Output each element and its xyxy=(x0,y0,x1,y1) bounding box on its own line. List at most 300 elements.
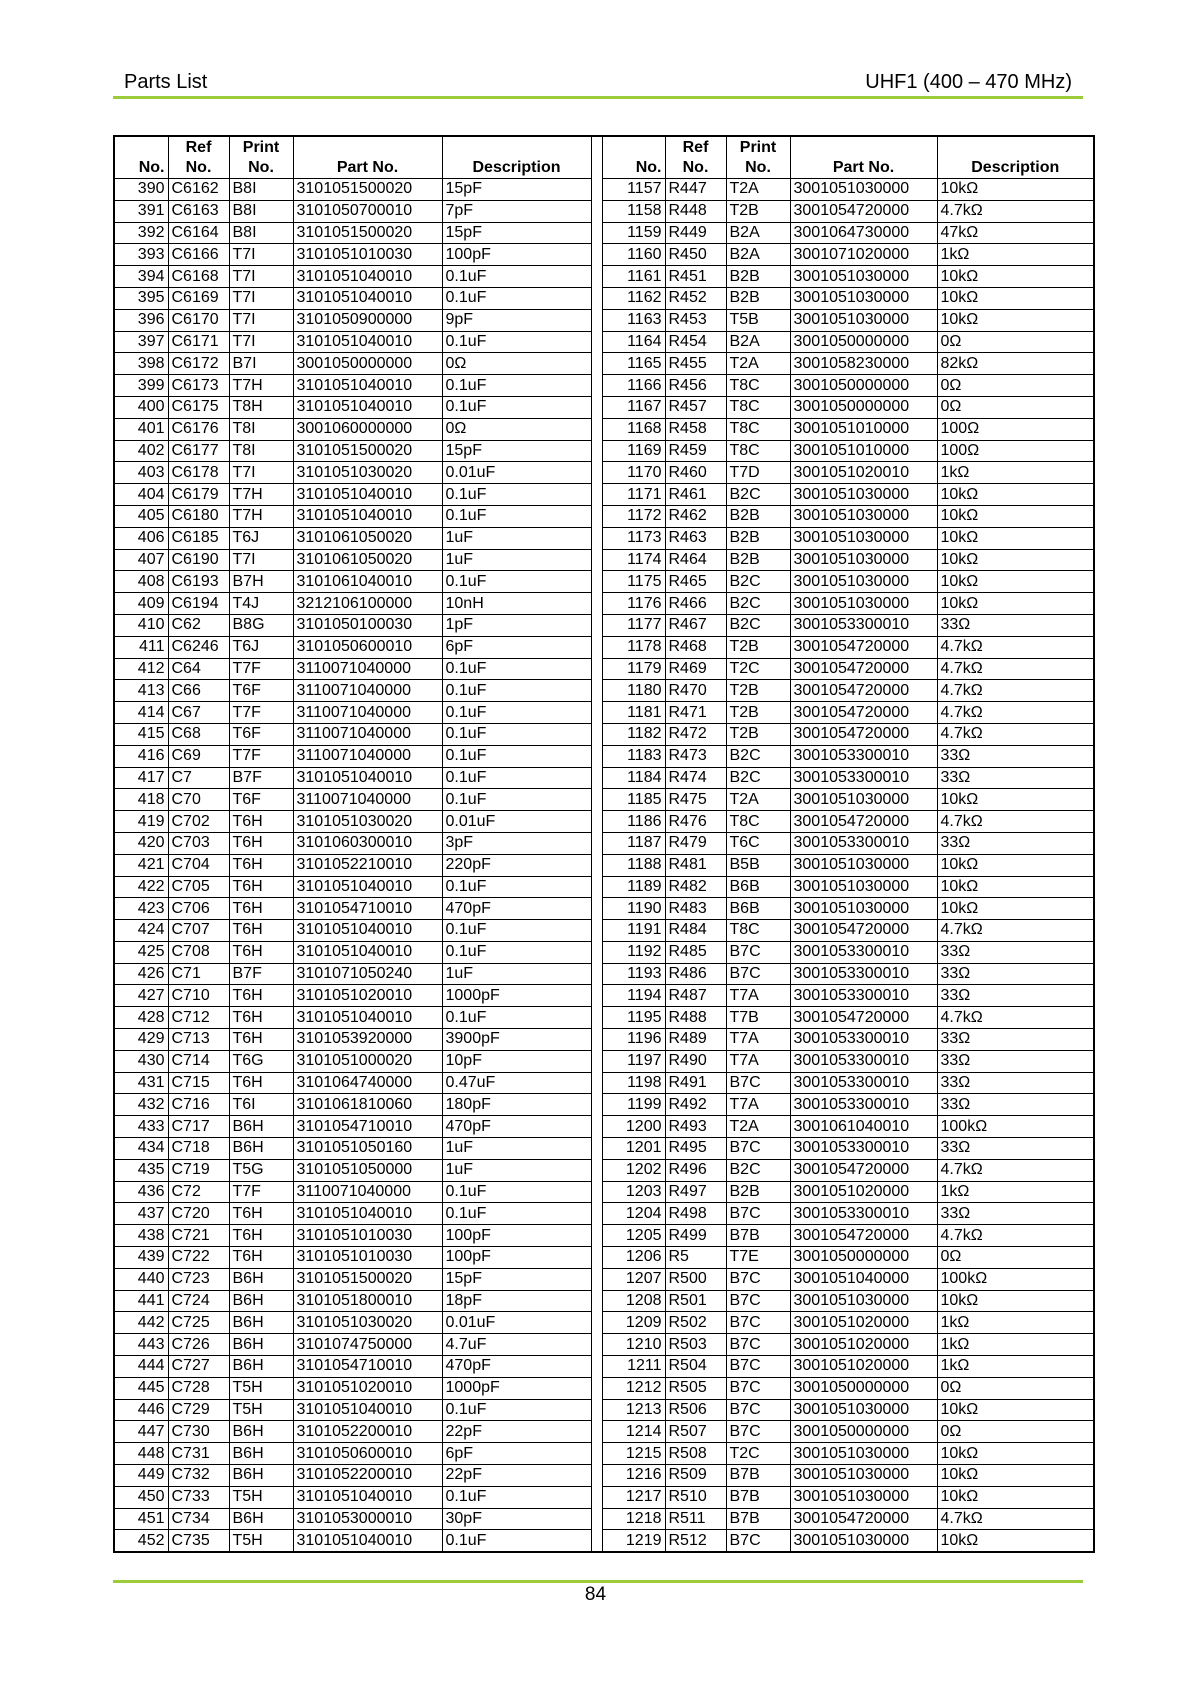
column-gap xyxy=(591,593,602,615)
description-cell: 10kΩ xyxy=(937,505,1094,527)
column-gap xyxy=(591,1530,602,1552)
item-no-cell: 1183 xyxy=(602,745,665,767)
ref-no-cell: R487 xyxy=(665,985,726,1007)
description-cell: 33Ω xyxy=(937,767,1094,789)
description-cell: 22pF xyxy=(442,1421,591,1443)
column-gap xyxy=(591,462,602,484)
print-no-cell: B7C xyxy=(726,1334,790,1356)
description-cell: 15pF xyxy=(442,1268,591,1290)
column-gap xyxy=(591,1508,602,1530)
description-cell: 100pF xyxy=(442,1225,591,1247)
print-no-cell: T7H xyxy=(229,505,293,527)
description-cell: 0.1uF xyxy=(442,745,591,767)
column-gap xyxy=(591,179,602,201)
table-row xyxy=(114,789,1094,811)
description-cell: 10kΩ xyxy=(937,309,1094,331)
item-no-cell: 1168 xyxy=(602,418,665,440)
table-row xyxy=(114,287,1094,309)
column-gap xyxy=(591,702,602,724)
part-no-cell: 3001053300010 xyxy=(790,1094,937,1116)
item-no-cell: 1203 xyxy=(602,1181,665,1203)
description-cell: 0.1uF xyxy=(442,876,591,898)
item-no-cell: 1200 xyxy=(602,1116,665,1138)
part-no-cell: 3001051030000 xyxy=(790,266,937,288)
item-no-cell: 1177 xyxy=(602,614,665,636)
item-no-cell: 391 xyxy=(114,200,168,222)
part-no-cell: 3101051040010 xyxy=(293,920,442,942)
ref-no-cell: C723 xyxy=(168,1268,229,1290)
table-row xyxy=(114,941,1094,963)
ref-no-cell: R511 xyxy=(665,1508,726,1530)
item-no-cell: 412 xyxy=(114,658,168,680)
item-no-cell: 432 xyxy=(114,1094,168,1116)
print-no-cell: B2C xyxy=(726,614,790,636)
ref-no-cell: C69 xyxy=(168,745,229,767)
description-cell: 1kΩ xyxy=(937,244,1094,266)
part-no-cell: 3101053000010 xyxy=(293,1508,442,1530)
table-row xyxy=(114,331,1094,353)
print-no-cell: T2A xyxy=(726,1116,790,1138)
description-cell: 1uF xyxy=(442,549,591,571)
ref-no-cell: C725 xyxy=(168,1312,229,1334)
part-no-cell: 3001054720000 xyxy=(790,920,937,942)
item-no-cell: 452 xyxy=(114,1530,168,1552)
print-no-cell: T7F xyxy=(229,1181,293,1203)
print-no-cell: T7A xyxy=(726,985,790,1007)
part-no-cell: 3110071040000 xyxy=(293,789,442,811)
description-cell: 1000pF xyxy=(442,1377,591,1399)
item-no-cell: 425 xyxy=(114,941,168,963)
part-no-cell: 3001051030000 xyxy=(790,1443,937,1465)
part-no-cell: 3101052210010 xyxy=(293,854,442,876)
print-no-cell: T8C xyxy=(726,396,790,418)
print-no-cell: T6I xyxy=(229,1094,293,1116)
item-no-cell: 1182 xyxy=(602,723,665,745)
column-gap xyxy=(591,1399,602,1421)
print-no-cell: B2C xyxy=(726,745,790,767)
item-no-cell: 1193 xyxy=(602,963,665,985)
table-row xyxy=(114,1443,1094,1465)
print-no-cell: B2A xyxy=(726,331,790,353)
ref-no-cell: C6193 xyxy=(168,571,229,593)
table-row xyxy=(114,1007,1094,1029)
ref-no-cell: R465 xyxy=(665,571,726,593)
item-no-cell: 440 xyxy=(114,1268,168,1290)
ref-no-cell: R469 xyxy=(665,658,726,680)
part-no-cell: 3101054710010 xyxy=(293,898,442,920)
print-no-cell: B8I xyxy=(229,200,293,222)
description-cell: 0.01uF xyxy=(442,811,591,833)
part-no-cell: 3001053300010 xyxy=(790,614,937,636)
item-no-cell: 1185 xyxy=(602,789,665,811)
item-no-cell: 405 xyxy=(114,505,168,527)
table-row xyxy=(114,527,1094,549)
ref-no-cell: C724 xyxy=(168,1290,229,1312)
item-no-cell: 1212 xyxy=(602,1377,665,1399)
table-row xyxy=(114,1312,1094,1334)
column-gap xyxy=(591,680,602,702)
description-cell: 4.7kΩ xyxy=(937,1225,1094,1247)
part-no-cell: 3101051040010 xyxy=(293,876,442,898)
ref-no-cell: C6166 xyxy=(168,244,229,266)
description-cell: 4.7kΩ xyxy=(937,1159,1094,1181)
description-cell: 0.1uF xyxy=(442,571,591,593)
ref-no-cell: R502 xyxy=(665,1312,726,1334)
print-no-cell: T8H xyxy=(229,396,293,418)
item-no-cell: 1198 xyxy=(602,1072,665,1094)
item-no-cell: 401 xyxy=(114,418,168,440)
description-cell: 6pF xyxy=(442,636,591,658)
description-cell: 4.7kΩ xyxy=(937,200,1094,222)
description-cell: 1000pF xyxy=(442,985,591,1007)
print-no-cell: T6H xyxy=(229,985,293,1007)
ref-no-cell: C6177 xyxy=(168,440,229,462)
table-row xyxy=(114,200,1094,222)
item-no-cell: 436 xyxy=(114,1181,168,1203)
ref-no-cell: R492 xyxy=(665,1094,726,1116)
ref-no-cell: C6163 xyxy=(168,200,229,222)
description-cell: 100Ω xyxy=(937,418,1094,440)
part-no-cell: 3001054720000 xyxy=(790,1159,937,1181)
print-no-cell: T2B xyxy=(726,723,790,745)
parts-table-body xyxy=(114,179,1094,1553)
print-no-cell: T5H xyxy=(229,1399,293,1421)
ref-no-cell: R451 xyxy=(665,266,726,288)
part-no-cell: 3001051030000 xyxy=(790,1290,937,1312)
column-gap xyxy=(591,1421,602,1443)
print-no-cell: T8C xyxy=(726,811,790,833)
table-row xyxy=(114,920,1094,942)
ref-no-cell: R457 xyxy=(665,396,726,418)
ref-no-cell: R462 xyxy=(665,505,726,527)
item-no-cell: 1170 xyxy=(602,462,665,484)
description-cell: 470pF xyxy=(442,1116,591,1138)
item-no-cell: 1158 xyxy=(602,200,665,222)
item-no-cell: 1167 xyxy=(602,396,665,418)
ref-no-cell: R464 xyxy=(665,549,726,571)
print-no-cell: B7I xyxy=(229,353,293,375)
print-no-cell: T5G xyxy=(229,1159,293,1181)
description-cell: 15pF xyxy=(442,222,591,244)
description-cell: 4.7uF xyxy=(442,1334,591,1356)
part-no-cell: 3101061040010 xyxy=(293,571,442,593)
description-cell: 0.1uF xyxy=(442,266,591,288)
print-no-cell: B7H xyxy=(229,571,293,593)
print-no-cell: T4J xyxy=(229,593,293,615)
part-no-cell: 3001050000000 xyxy=(790,396,937,418)
part-no-cell: 3001050000000 xyxy=(790,1377,937,1399)
ref-no-cell: C6172 xyxy=(168,353,229,375)
ref-no-cell: R458 xyxy=(665,418,726,440)
part-no-cell: 3101051050160 xyxy=(293,1138,442,1160)
description-cell: 10pF xyxy=(442,1050,591,1072)
column-gap xyxy=(591,1116,602,1138)
description-cell: 3pF xyxy=(442,832,591,854)
item-no-cell: 1173 xyxy=(602,527,665,549)
print-no-cell: T5H xyxy=(229,1377,293,1399)
ref-no-cell: C6168 xyxy=(168,266,229,288)
table-row xyxy=(114,1356,1094,1378)
ref-no-cell: R507 xyxy=(665,1421,726,1443)
part-no-cell: 3001051020010 xyxy=(790,462,937,484)
description-cell: 0.1uF xyxy=(442,331,591,353)
description-cell: 4.7kΩ xyxy=(937,723,1094,745)
description-cell: 0.1uF xyxy=(442,658,591,680)
part-no-cell: 3001053300010 xyxy=(790,767,937,789)
ref-no-cell: C716 xyxy=(168,1094,229,1116)
description-cell: 0Ω xyxy=(442,353,591,375)
print-no-cell: T6G xyxy=(229,1050,293,1072)
table-row xyxy=(114,723,1094,745)
print-no-cell: B2C xyxy=(726,767,790,789)
column-gap xyxy=(591,1247,602,1269)
part-no-cell: 3101061810060 xyxy=(293,1094,442,1116)
item-no-cell: 1210 xyxy=(602,1334,665,1356)
table-row xyxy=(114,1203,1094,1225)
part-no-cell: 3101051010030 xyxy=(293,1247,442,1269)
description-cell: 47kΩ xyxy=(937,222,1094,244)
column-gap xyxy=(591,985,602,1007)
print-no-cell: B7C xyxy=(726,941,790,963)
table-row xyxy=(114,244,1094,266)
part-no-cell: 3001054720000 xyxy=(790,680,937,702)
ref-no-cell: C6194 xyxy=(168,593,229,615)
item-no-cell: 1164 xyxy=(602,331,665,353)
print-no-cell: T7H xyxy=(229,375,293,397)
print-no-cell: B6H xyxy=(229,1508,293,1530)
ref-no-cell: C6246 xyxy=(168,636,229,658)
ref-no-cell: C7 xyxy=(168,767,229,789)
col-header-print: Print No. xyxy=(726,136,790,179)
part-no-cell: 3001051030000 xyxy=(790,549,937,571)
part-no-cell: 3101051040010 xyxy=(293,1007,442,1029)
part-no-cell: 3101051030020 xyxy=(293,811,442,833)
description-cell: 10kΩ xyxy=(937,571,1094,593)
column-gap xyxy=(591,898,602,920)
ref-no-cell: R460 xyxy=(665,462,726,484)
item-no-cell: 1172 xyxy=(602,505,665,527)
part-no-cell: 3001051030000 xyxy=(790,593,937,615)
item-no-cell: 1199 xyxy=(602,1094,665,1116)
description-cell: 10kΩ xyxy=(937,1530,1094,1552)
part-no-cell: 3001054720000 xyxy=(790,1007,937,1029)
item-no-cell: 1196 xyxy=(602,1029,665,1051)
column-gap xyxy=(591,571,602,593)
part-no-cell: 3001051030000 xyxy=(790,1530,937,1552)
ref-no-cell: C713 xyxy=(168,1029,229,1051)
print-no-cell: T6H xyxy=(229,1007,293,1029)
item-no-cell: 421 xyxy=(114,854,168,876)
part-no-cell: 3101051030020 xyxy=(293,462,442,484)
ref-no-cell: R448 xyxy=(665,200,726,222)
description-cell: 0.1uF xyxy=(442,789,591,811)
print-no-cell: T8I xyxy=(229,440,293,462)
part-no-cell: 3212106100000 xyxy=(293,593,442,615)
part-no-cell: 3001054720000 xyxy=(790,1225,937,1247)
part-no-cell: 3101064740000 xyxy=(293,1072,442,1094)
part-no-cell: 3001071020000 xyxy=(790,244,937,266)
description-cell: 10kΩ xyxy=(937,1290,1094,1312)
table-row xyxy=(114,636,1094,658)
item-no-cell: 1197 xyxy=(602,1050,665,1072)
table-row xyxy=(114,745,1094,767)
page-header-title: Parts List xyxy=(124,71,208,93)
description-cell: 180pF xyxy=(442,1094,591,1116)
column-gap xyxy=(591,353,602,375)
print-no-cell: B7C xyxy=(726,1290,790,1312)
description-cell: 82kΩ xyxy=(937,353,1094,375)
print-no-cell: T8C xyxy=(726,920,790,942)
column-gap xyxy=(591,745,602,767)
description-cell: 4.7kΩ xyxy=(937,1007,1094,1029)
description-cell: 10kΩ xyxy=(937,1486,1094,1508)
table-row xyxy=(114,440,1094,462)
item-no-cell: 1215 xyxy=(602,1443,665,1465)
column-gap xyxy=(591,811,602,833)
ref-no-cell: R503 xyxy=(665,1334,726,1356)
column-gap xyxy=(591,1138,602,1160)
description-cell: 4.7kΩ xyxy=(937,920,1094,942)
description-cell: 6pF xyxy=(442,1443,591,1465)
table-row xyxy=(114,963,1094,985)
ref-no-cell: R484 xyxy=(665,920,726,942)
print-no-cell: B7C xyxy=(726,1530,790,1552)
description-cell: 0Ω xyxy=(937,396,1094,418)
item-no-cell: 1194 xyxy=(602,985,665,1007)
table-row xyxy=(114,505,1094,527)
print-no-cell: T7D xyxy=(726,462,790,484)
table-row xyxy=(114,353,1094,375)
part-no-cell: 3001051030000 xyxy=(790,287,937,309)
part-no-cell: 3001051030000 xyxy=(790,1486,937,1508)
print-no-cell: B7F xyxy=(229,767,293,789)
ref-no-cell: R5 xyxy=(665,1247,726,1269)
print-no-cell: T6H xyxy=(229,1029,293,1051)
ref-no-cell: R456 xyxy=(665,375,726,397)
print-no-cell: T7E xyxy=(726,1247,790,1269)
ref-no-cell: C710 xyxy=(168,985,229,1007)
print-no-cell: T6H xyxy=(229,811,293,833)
ref-no-cell: R508 xyxy=(665,1443,726,1465)
column-gap xyxy=(591,527,602,549)
print-no-cell: B7C xyxy=(726,963,790,985)
print-no-cell: T6H xyxy=(229,1203,293,1225)
part-no-cell: 3101051040010 xyxy=(293,266,442,288)
part-no-cell: 3101054710010 xyxy=(293,1116,442,1138)
description-cell: 10kΩ xyxy=(937,898,1094,920)
print-no-cell: B2C xyxy=(726,593,790,615)
ref-no-cell: C712 xyxy=(168,1007,229,1029)
part-no-cell: 3101061050020 xyxy=(293,527,442,549)
description-cell: 100pF xyxy=(442,1247,591,1269)
ref-no-cell: C721 xyxy=(168,1225,229,1247)
table-row xyxy=(114,1094,1094,1116)
print-no-cell: B7C xyxy=(726,1268,790,1290)
column-gap xyxy=(591,244,602,266)
description-cell: 7pF xyxy=(442,200,591,222)
col-header-no: No. xyxy=(114,136,168,179)
part-no-cell: 3001051030000 xyxy=(790,789,937,811)
column-gap xyxy=(591,1290,602,1312)
ref-no-cell: C703 xyxy=(168,832,229,854)
description-cell: 33Ω xyxy=(937,745,1094,767)
print-no-cell: B7B xyxy=(726,1465,790,1487)
column-gap xyxy=(591,1203,602,1225)
part-no-cell: 3101050100030 xyxy=(293,614,442,636)
item-no-cell: 434 xyxy=(114,1138,168,1160)
print-no-cell: B6H xyxy=(229,1421,293,1443)
print-no-cell: B2B xyxy=(726,527,790,549)
item-no-cell: 435 xyxy=(114,1159,168,1181)
ref-no-cell: R461 xyxy=(665,484,726,506)
part-no-cell: 3101051040010 xyxy=(293,331,442,353)
ref-no-cell: R497 xyxy=(665,1181,726,1203)
print-no-cell: T8C xyxy=(726,440,790,462)
item-no-cell: 400 xyxy=(114,396,168,418)
table-row xyxy=(114,593,1094,615)
description-cell: 0.1uF xyxy=(442,680,591,702)
part-no-cell: 3001051020000 xyxy=(790,1181,937,1203)
description-cell: 100kΩ xyxy=(937,1116,1094,1138)
print-no-cell: T7F xyxy=(229,745,293,767)
part-no-cell: 3001054720000 xyxy=(790,723,937,745)
table-row xyxy=(114,1508,1094,1530)
print-no-cell: B6H xyxy=(229,1356,293,1378)
description-cell: 0.47uF xyxy=(442,1072,591,1094)
column-gap xyxy=(591,767,602,789)
footer-divider xyxy=(113,1580,1083,1583)
item-no-cell: 419 xyxy=(114,811,168,833)
part-no-cell: 3101051040010 xyxy=(293,1486,442,1508)
part-no-cell: 3001051020000 xyxy=(790,1356,937,1378)
print-no-cell: T2B xyxy=(726,702,790,724)
ref-no-cell: C6175 xyxy=(168,396,229,418)
column-gap xyxy=(591,963,602,985)
print-no-cell: B5B xyxy=(726,854,790,876)
description-cell: 10kΩ xyxy=(937,854,1094,876)
description-cell: 1uF xyxy=(442,1138,591,1160)
description-cell: 0Ω xyxy=(937,375,1094,397)
table-row xyxy=(114,658,1094,680)
table-row xyxy=(114,375,1094,397)
part-no-cell: 3001050000000 xyxy=(790,331,937,353)
description-cell: 10kΩ xyxy=(937,287,1094,309)
table-row xyxy=(114,702,1094,724)
item-no-cell: 395 xyxy=(114,287,168,309)
parts-table xyxy=(113,135,1095,1553)
ref-no-cell: C6179 xyxy=(168,484,229,506)
description-cell: 30pF xyxy=(442,1508,591,1530)
item-no-cell: 427 xyxy=(114,985,168,1007)
print-no-cell: B6B xyxy=(726,876,790,898)
part-no-cell: 3101051010030 xyxy=(293,244,442,266)
print-no-cell: T6J xyxy=(229,527,293,549)
part-no-cell: 3001053300010 xyxy=(790,985,937,1007)
table-row xyxy=(114,1072,1094,1094)
part-no-cell: 3001051030000 xyxy=(790,1465,937,1487)
item-no-cell: 1192 xyxy=(602,941,665,963)
description-cell: 100Ω xyxy=(937,440,1094,462)
ref-no-cell: R500 xyxy=(665,1268,726,1290)
part-no-cell: 3001053300010 xyxy=(790,1072,937,1094)
print-no-cell: B2A xyxy=(726,244,790,266)
table-row xyxy=(114,1029,1094,1051)
item-no-cell: 1169 xyxy=(602,440,665,462)
item-no-cell: 1211 xyxy=(602,1356,665,1378)
print-no-cell: T2C xyxy=(726,1443,790,1465)
ref-no-cell: R485 xyxy=(665,941,726,963)
item-no-cell: 1186 xyxy=(602,811,665,833)
